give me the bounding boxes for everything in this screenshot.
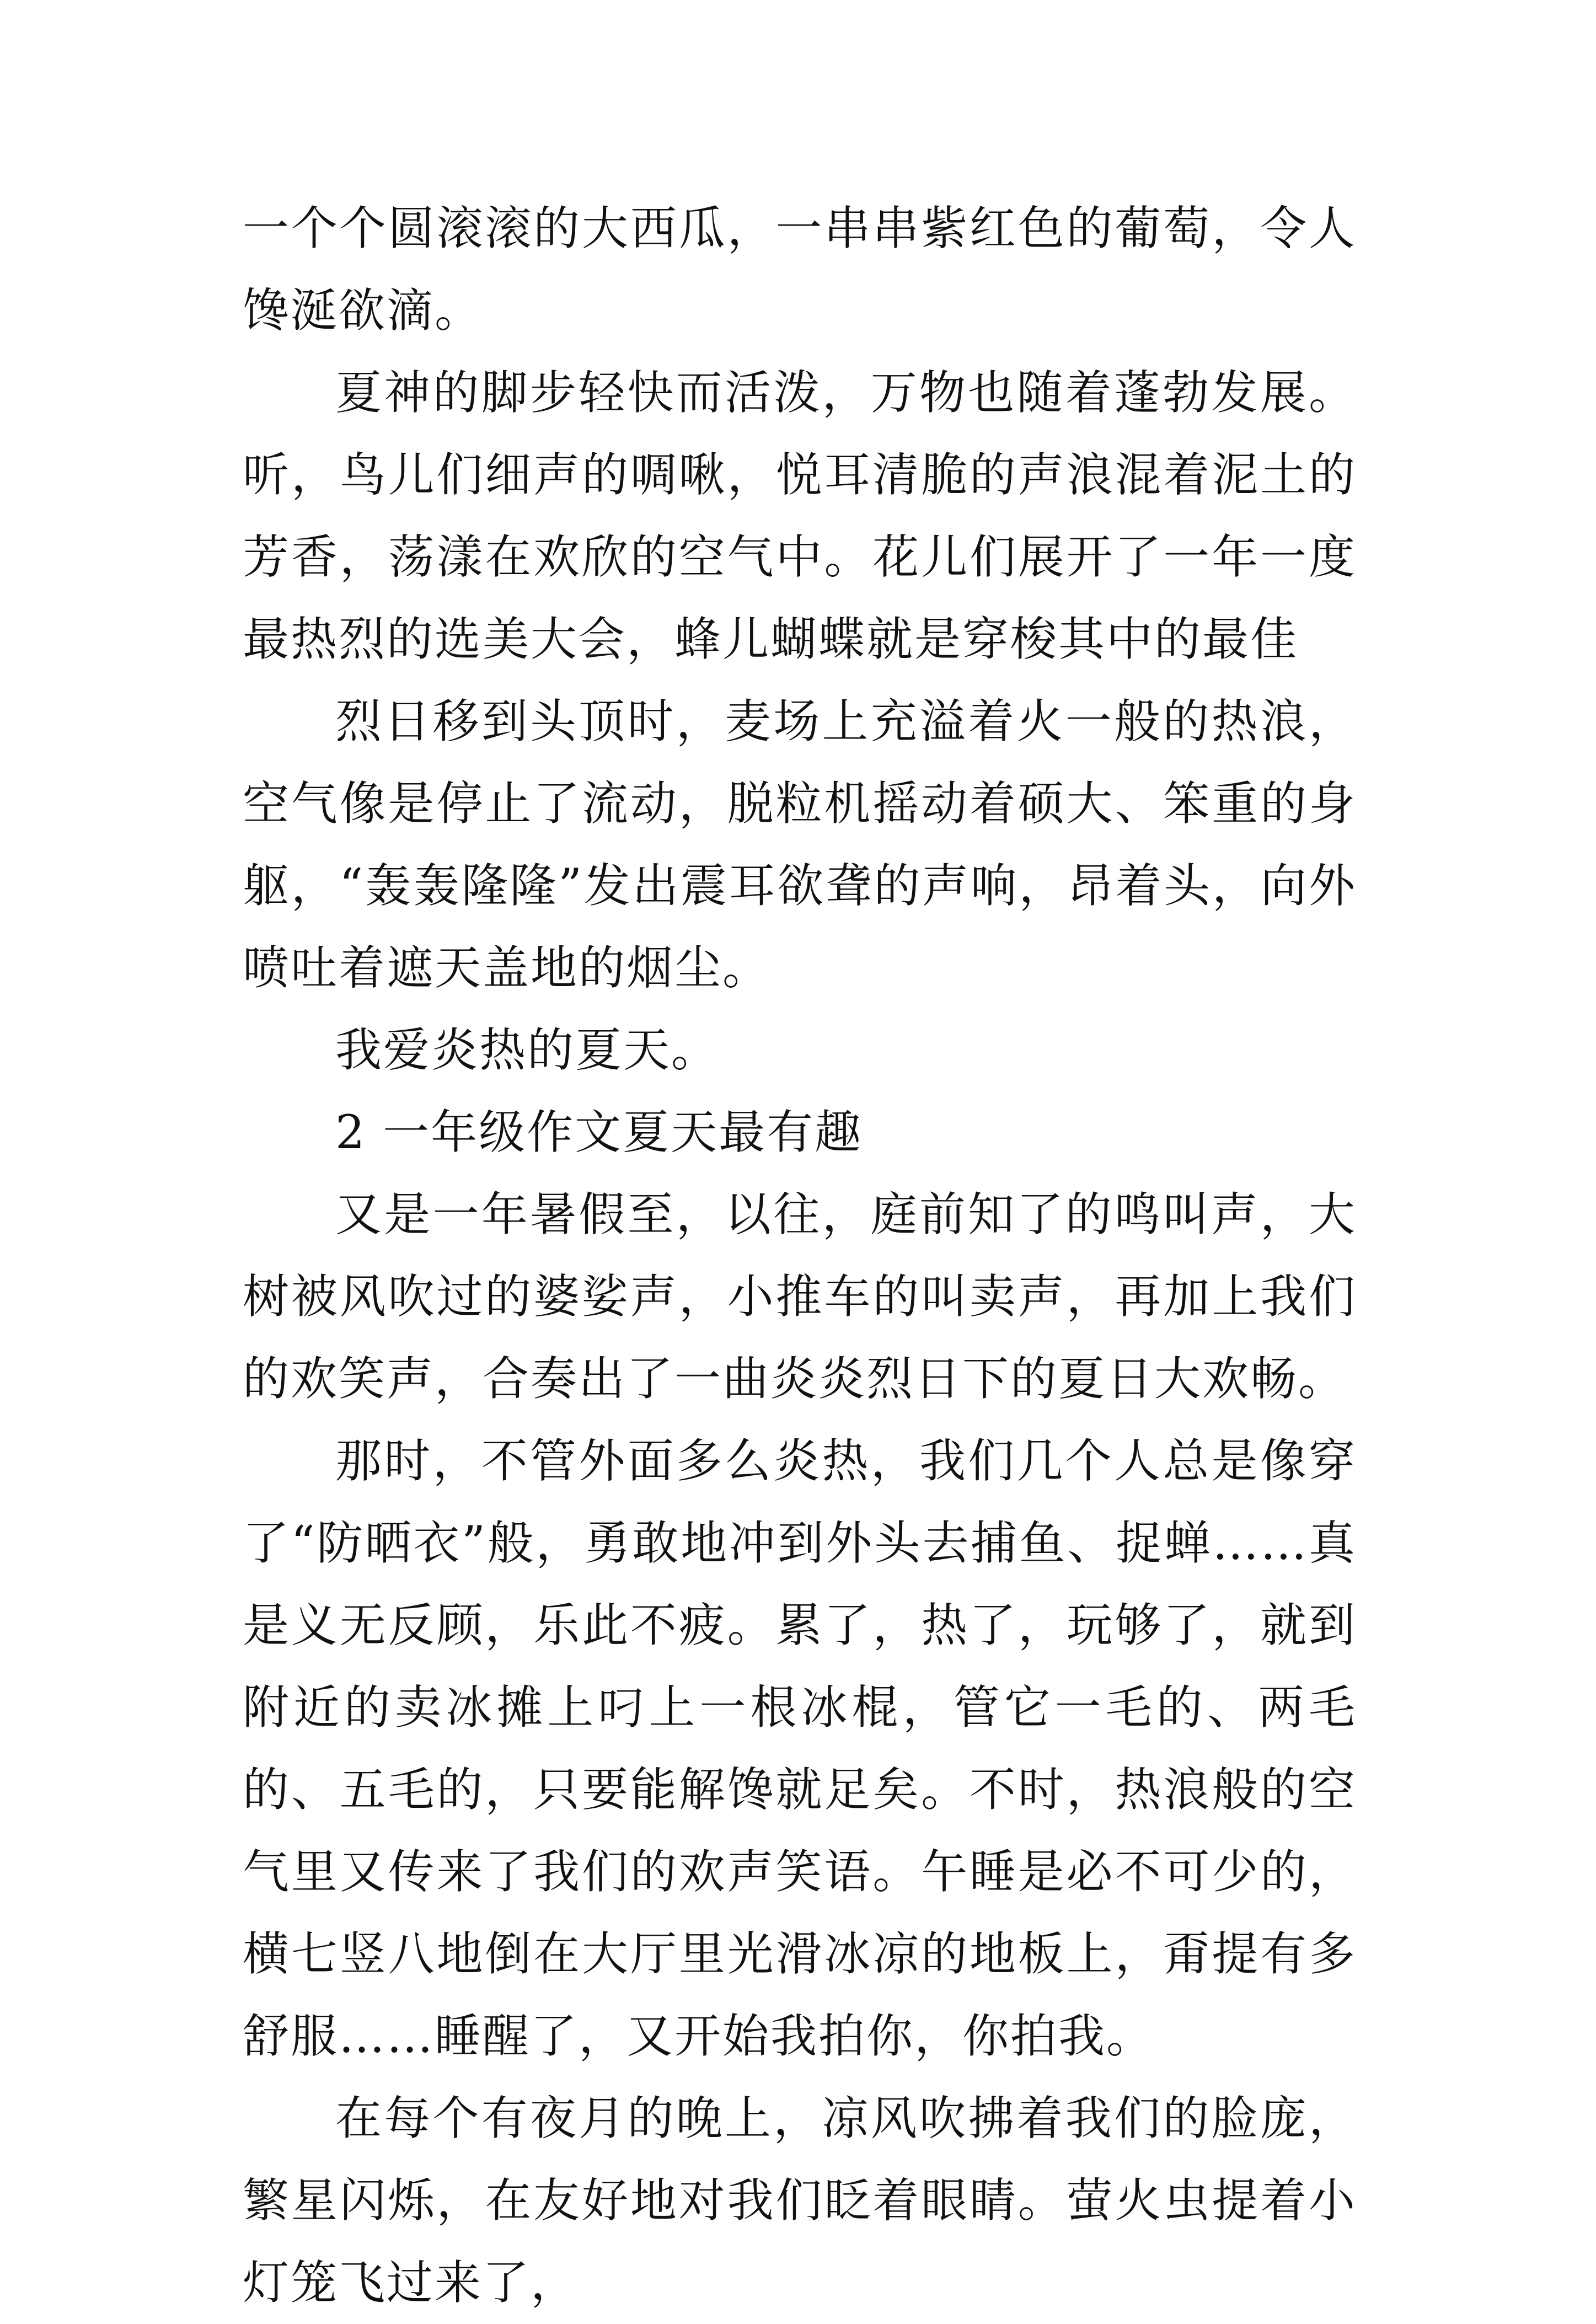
section-heading: 2 一年级作文夏天最有趣	[335, 1105, 863, 1159]
paragraph-5: 又是一年暑假至，以往，庭前知了的鸣叫声，大树被风吹过的婆娑声，小推车的叫卖声，再加上我们的欢笑声，合奏出了一曲炎炎烈日下的夏日大欢畅。	[243, 1187, 1357, 1406]
paragraph-2: 夏神的脚步轻快而活泼，万物也随着蓬勃发展。听，鸟儿们细声的啁啾，悦耳清脆的声浪混着泥土的芳香，荡漾在欢欣的空气中。花儿们展开了一年一度最热烈的选美大会，蜂儿蝴蝶就是穿梭其中的最佳	[243, 366, 1357, 666]
paragraph-7: 在每个有夜月的晚上，凉风吹拂着我们的脸庞，繁星闪烁，在友好地对我们眨着眼睛。萤火虫提着小灯笼飞过来了，	[243, 2091, 1357, 2310]
paragraph-6: 那时，不管外面多么炎热，我们几个人总是像穿了“防晒衣”般，勇敢地冲到外头去捕鱼、捉蝉……真是义无反顾，乐此不疲。累了，热了，玩够了，就到附近的卖冰摊上叼上一根冰棍，管它一毛的、两毛的、五毛的，只要能解馋就足矣。不时，热浪般的空气里又传来了我们的欢声笑语。午睡是必不可少的，横七竖八地倒在大厅里光滑冰凉的地板上，甭提有多舒服……睡醒了，又开始我拍你，你拍我。	[243, 1434, 1357, 2063]
paragraph-1: 一个个圆滚滚的大西瓜，一串串紫红色的葡萄，令人馋涎欲滴。	[243, 201, 1357, 338]
document-body	[243, 188, 1357, 2324]
paragraph-3: 烈日移到头顶时，麦场上充溢着火一般的热浪，空气像是停止了流动，脱粒机摇动着硕大、笨重的身躯，“轰轰隆隆”发出震耳欲聋的声响，昂着头，向外喷吐着遮天盖地的烟尘。	[243, 694, 1357, 995]
paragraph-4: 我爱炎热的夏天。	[335, 1023, 720, 1077]
